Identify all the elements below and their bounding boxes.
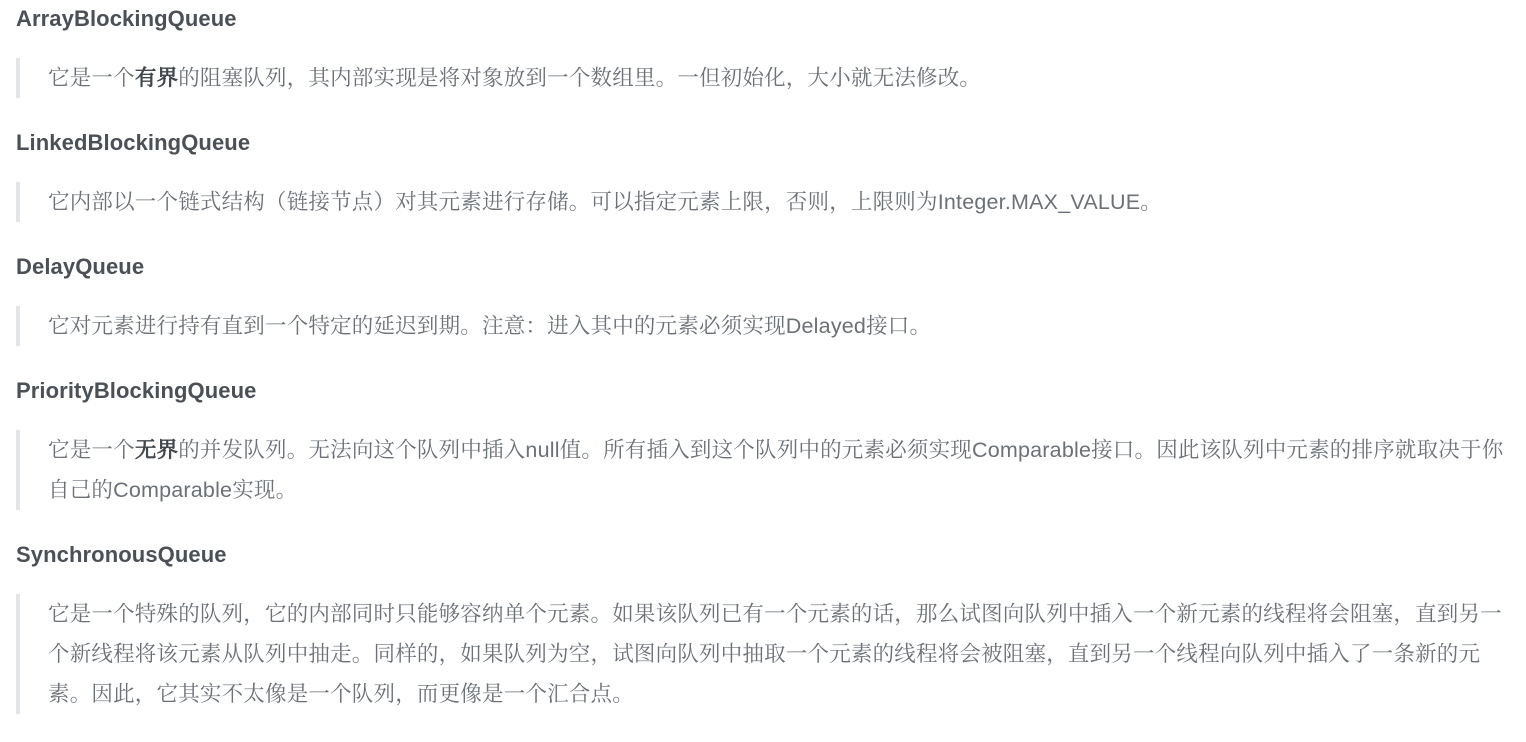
section-heading: DelayQueue bbox=[16, 254, 145, 279]
section-description bbox=[16, 182, 1510, 222]
body-text: 它是一个 bbox=[48, 438, 135, 462]
section-linked-blocking-queue bbox=[16, 128, 1510, 222]
section-description bbox=[16, 306, 1510, 346]
emphasis-text: 有界 bbox=[134, 66, 179, 90]
body-text: 的并发队列。无法向这个队列中插入null值。所有插入到这个队列中的元素必须实现Comparable接口。因此该队列中元素的排序就取决于你自己的Comparable实现。 bbox=[48, 438, 1504, 502]
section-heading: SynchronousQueue bbox=[16, 542, 227, 567]
section-synchronous-queue bbox=[16, 540, 1510, 714]
body-text: 它内部以一个链式结构（链接节点）对其元素进行存储。可以指定元素上限，否则，上限则为Integer.MAX_VALUE。 bbox=[48, 190, 1162, 214]
section-array-blocking-queue bbox=[16, 4, 1510, 98]
section-description bbox=[16, 430, 1510, 510]
section-delay-queue bbox=[16, 252, 1510, 346]
body-text: 它是一个特殊的队列，它的内部同时只能够容纳单个元素。如果该队列已有一个元素的话，那么试图向队列中插入一个新元素的线程将会阻塞，直到另一个新线程将该元素从队列中抽走。同样的，如果队列为空，试图向队列中抽取一个元素的线程将会被阻塞，直到另一个线程向队列中插入了一条新的元素。因此，它其实不太像是一个队列，而更像是一个汇合点。 bbox=[48, 602, 1502, 706]
section-heading: PriorityBlockingQueue bbox=[16, 378, 257, 403]
body-text: 它对元素进行持有直到一个特定的延迟到期。注意：进入其中的元素必须实现Delayed接口。 bbox=[48, 314, 932, 338]
section-description bbox=[16, 594, 1510, 714]
section-priority-blocking-queue bbox=[16, 376, 1510, 510]
emphasis-text: 无界 bbox=[134, 438, 179, 462]
section-heading: ArrayBlockingQueue bbox=[16, 6, 237, 31]
section-description bbox=[16, 58, 1510, 98]
body-text: 的阻塞队列，其内部实现是将对象放到一个数组里。一但初始化，大小就无法修改。 bbox=[178, 66, 982, 90]
body-text: 它是一个 bbox=[48, 66, 135, 90]
section-heading: LinkedBlockingQueue bbox=[16, 130, 251, 155]
